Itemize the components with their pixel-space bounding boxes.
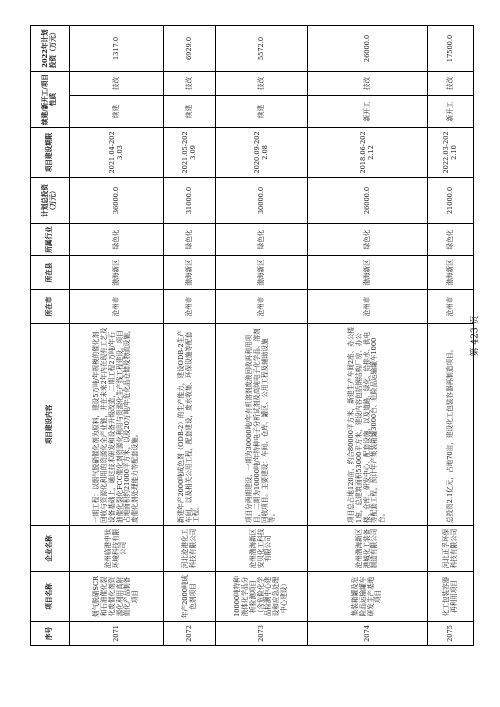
- cell-city: 沧州市: [164, 290, 216, 324]
- cell-name: 化工包装容器再利用项目: [428, 572, 474, 622]
- cell-plan2022: 6929.0: [164, 25, 216, 71]
- cell-plan2022: 1317.0: [70, 25, 164, 71]
- cell-nature: 技改: [216, 71, 308, 95]
- cell-seq: 2071: [70, 622, 164, 646]
- cell-company: 河北正孚环保科技有限公司: [428, 526, 474, 572]
- cell-content: 项目总占地120亩，约合80000平方米，新建生产车间2座、办公楼1座，总建筑面积53000平方米，建设内容包括钢结构厂房、办公楼、仓库、研发中心、配套设施，以及道路、绿化、给排水、供电等配套工程，预计年产集装箱罐3000台、危险品运输罐车1000台。: [308, 324, 428, 526]
- header-row: [31, 25, 70, 645]
- rotated-table-wrapper: [30, 26, 470, 646]
- cell-city: 沧州市: [308, 290, 428, 324]
- cell-period: 2018.06-2022.12: [308, 128, 428, 178]
- header-status: 续建/新开工/项目性质: [31, 71, 70, 127]
- cell-plan2022: 17500.0: [428, 25, 474, 71]
- cell-name: 烟气脱硝SCR和石油催化裂化废催化剂资源化利用高附值化产品制备项目: [70, 572, 164, 622]
- cell-seq: 2072: [164, 622, 216, 646]
- cell-city: 沧州市: [70, 290, 164, 324]
- cell-status: 新开工: [308, 96, 428, 128]
- cell-county: 渤海新区: [308, 256, 428, 290]
- header-industry: 所属行业: [31, 224, 70, 256]
- cell-county: 渤海新区: [428, 256, 474, 290]
- cell-investment: 21000.0: [428, 178, 474, 224]
- table-row: [308, 25, 428, 645]
- project-table: [30, 25, 474, 646]
- table-row: [70, 25, 164, 645]
- cell-plan2022: 5572.0: [216, 25, 308, 71]
- cell-company: 沧州渤海新区安贝化工科技有限公司: [216, 526, 308, 572]
- header-period: 项目建设期限: [31, 128, 70, 178]
- table-row: [164, 25, 216, 645]
- table-row: [216, 25, 308, 645]
- cell-content: 一期工程：以烟气脱硝催化剂为原料，建设5万吨/年规模的催化剂回收与资源化利用的资源化全产业链，并在未来2年内在现有工艺及设备基础上，通过技术研发和设备升级改造，二期工程2万吨/年石油催化裂化FCC催化剂资源化利用与资源化生产线工程建设。项目占地面积约21000平方米，以及20万吨/年危化品仓储及物流设施，废催化剂处理能力等配套设施。: [70, 324, 164, 526]
- cell-investment: 26000.0: [308, 178, 428, 224]
- cell-nature: 技改: [308, 71, 428, 95]
- cell-city: 沧州市: [428, 290, 474, 324]
- cell-period: 2021.04-2023.03: [70, 128, 164, 178]
- cell-county: 渤海新区: [164, 256, 216, 290]
- header-investment: 计划总投资（万元）: [31, 178, 70, 224]
- header-plan2022: 2022年计划投资（万元）: [31, 25, 70, 71]
- cell-county: 渤海新区: [70, 256, 164, 290]
- cell-city: 沧州市: [216, 290, 308, 324]
- cell-name: 集装箱罐及危险品运输罐车研发生产基地项目: [308, 572, 428, 622]
- cell-nature: 技改: [164, 71, 216, 95]
- cell-seq: 2073: [216, 622, 308, 646]
- cell-name: 年产2000吨成色剂项目: [164, 572, 216, 622]
- cell-name: 10000吨特种液体化学品分析检测项目（含危险化学品检测中心建设和应急处理中心建设）: [216, 572, 308, 622]
- cell-industry: 绿色化: [428, 224, 474, 256]
- cell-industry: 绿色化: [70, 224, 164, 256]
- cell-industry: 绿色化: [308, 224, 428, 256]
- cell-status: 续建: [164, 96, 216, 128]
- header-content: 项目建设内容: [31, 324, 70, 526]
- header-company: 企业名称: [31, 526, 70, 572]
- header-county: 所在县: [31, 256, 70, 290]
- cell-seq: 2075: [428, 622, 474, 646]
- cell-nature: 技改: [70, 71, 164, 95]
- cell-period: 2022.03-2022.10: [428, 128, 474, 178]
- cell-content: 新建年产2000吨成色剂（ODB-2）的生产能力，建设ODB-2生产车间，以及相关公用工程，配套建设，废水收集、环保设施等配套工程。: [164, 324, 216, 526]
- cell-period: 2021.05-2023.09: [164, 128, 216, 178]
- header-name: 项目名称: [31, 572, 70, 622]
- cell-status: 新开工: [428, 96, 474, 128]
- header-city: 所在市: [31, 290, 70, 324]
- cell-period: 2020.09-2022.08: [216, 128, 308, 178]
- cell-plan2022: 26000.0: [308, 25, 428, 71]
- cell-company: 沧州临港中钛环境科技有限公司: [70, 526, 164, 572]
- cell-status: 续建: [70, 96, 164, 128]
- cell-investment: 36000.0: [70, 178, 164, 224]
- cell-investment: 31000.0: [164, 178, 216, 224]
- cell-content: 项目分两期建设，一期为30000吨/年有机溶剂废液回收再利用项目，二期为10000吨/年特种电子分析试剂及高纯电子化学品、溶剂回收项目。主要建设：车间、仓库、罐区、公用工程及辅助设施等。: [216, 324, 308, 526]
- page-number: 第 423 页: [470, 315, 481, 357]
- cell-status: 续建: [216, 96, 308, 128]
- cell-industry: 绿色化: [164, 224, 216, 256]
- header-seq: 序号: [31, 622, 70, 646]
- cell-nature: 技改: [428, 71, 474, 95]
- cell-company: 沧州渤海新区港城化工装备制造有限公司: [308, 526, 428, 572]
- cell-county: 渤海新区: [216, 256, 308, 290]
- cell-content: 总投资2.1亿元，占地70亩，建设化工包装容器再制造项目。: [428, 324, 474, 526]
- cell-company: 河北沧港化工科技有限公司: [164, 526, 216, 572]
- cell-industry: 绿色化: [216, 224, 308, 256]
- cell-investment: 30000.0: [216, 178, 308, 224]
- cell-seq: 2074: [308, 622, 428, 646]
